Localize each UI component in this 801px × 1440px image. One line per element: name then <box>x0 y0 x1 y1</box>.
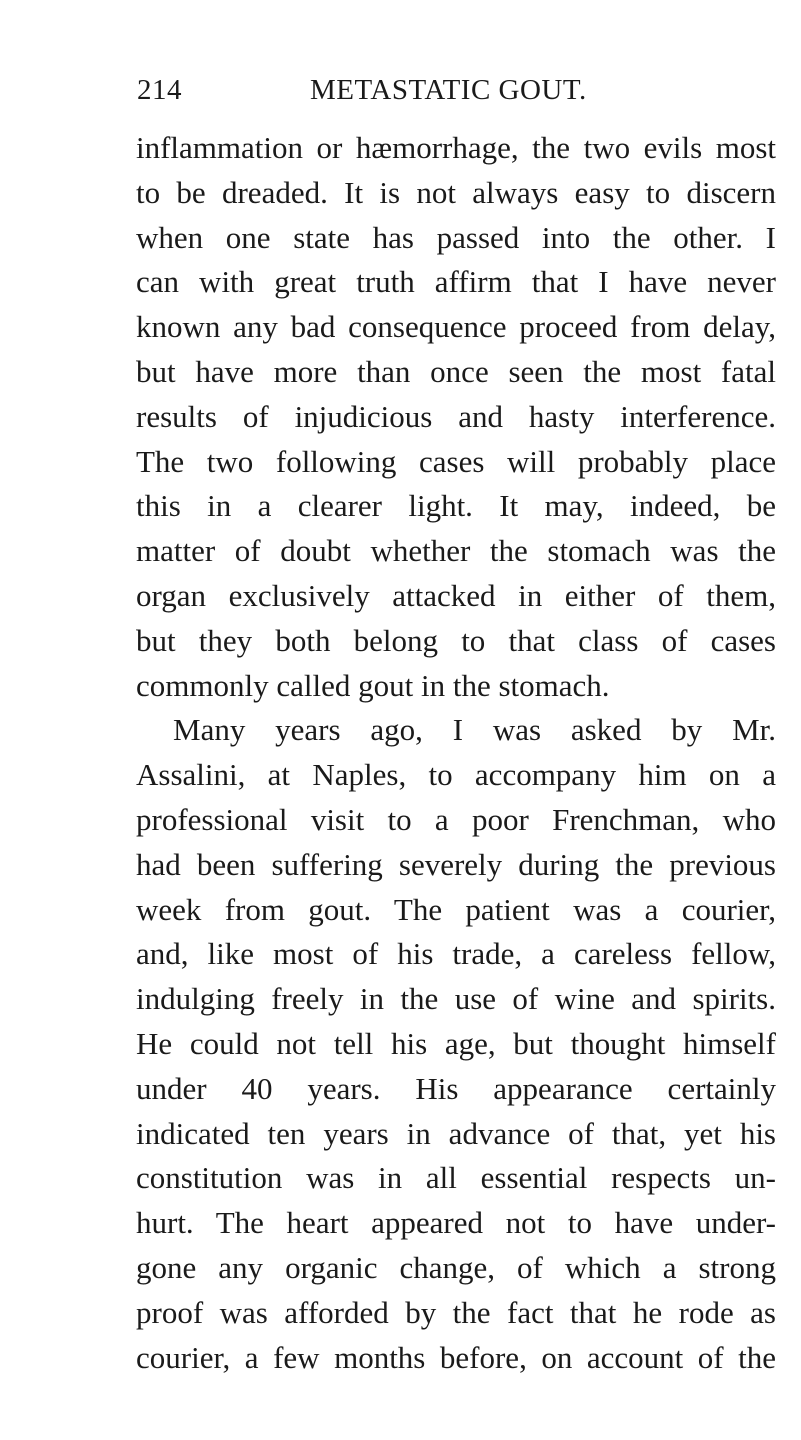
text-line: gone any organic change, of which a strong <box>136 1249 776 1285</box>
text-line: courier, a few months before, on account of the <box>136 1339 776 1375</box>
text-line: The two following cases will probably place <box>136 443 776 479</box>
text-line: results of injudicious and hasty interference. <box>136 398 776 434</box>
text-line: professional visit to a poor Frenchman, who <box>136 801 776 837</box>
text-line: to be dreaded. It is not always easy to discern <box>136 174 776 210</box>
text-line: but have more than once seen the most fatal <box>136 353 776 389</box>
text-line: can with great truth affirm that I have never <box>136 264 776 300</box>
text-line: known any bad consequence proceed from delay, <box>136 309 776 345</box>
page-number: 214 <box>137 74 182 106</box>
text-line: when one state has passed into the other. I <box>136 219 776 255</box>
text-line: had been suffering severely during the previous <box>136 846 776 882</box>
text-line: indicated ten years in advance of that, yet his <box>136 1115 776 1151</box>
running-title: METASTATIC GOUT. <box>310 74 587 106</box>
paragraph-end-line: commonly called gout in the stomach. <box>136 667 610 703</box>
text-line: constitution was in all essential respects un- <box>136 1160 776 1196</box>
text-line: indulging freely in the use of wine and spirits. <box>136 981 776 1017</box>
text-line: hurt. The heart appeared not to have under- <box>136 1205 776 1241</box>
text-line: proof was afforded by the fact that he rode as <box>136 1294 776 1330</box>
paragraph-start-line: Many years ago, I was asked by Mr. <box>173 712 776 748</box>
text-line: under 40 years. His appearance certainly <box>136 1070 776 1106</box>
text-line: Assalini, at Naples, to accompany him on a <box>136 757 776 793</box>
text-line: week from gout. The patient was a courier, <box>136 891 776 927</box>
text-line: inflammation or hæmorrhage, the two evils most <box>136 130 776 165</box>
text-line: matter of doubt whether the stomach was the <box>136 533 776 569</box>
text-line: and, like most of his trade, a careless fellow, <box>136 936 776 972</box>
body-text <box>136 126 776 1380</box>
text-line: organ exclusively attacked in either of them, <box>136 577 776 613</box>
text-line: He could not tell his age, but thought himself <box>136 1025 776 1061</box>
text-line: but they both belong to that class of cases <box>136 622 776 658</box>
running-head <box>0 70 801 110</box>
text-line: this in a clearer light. It may, indeed, be <box>136 488 776 524</box>
